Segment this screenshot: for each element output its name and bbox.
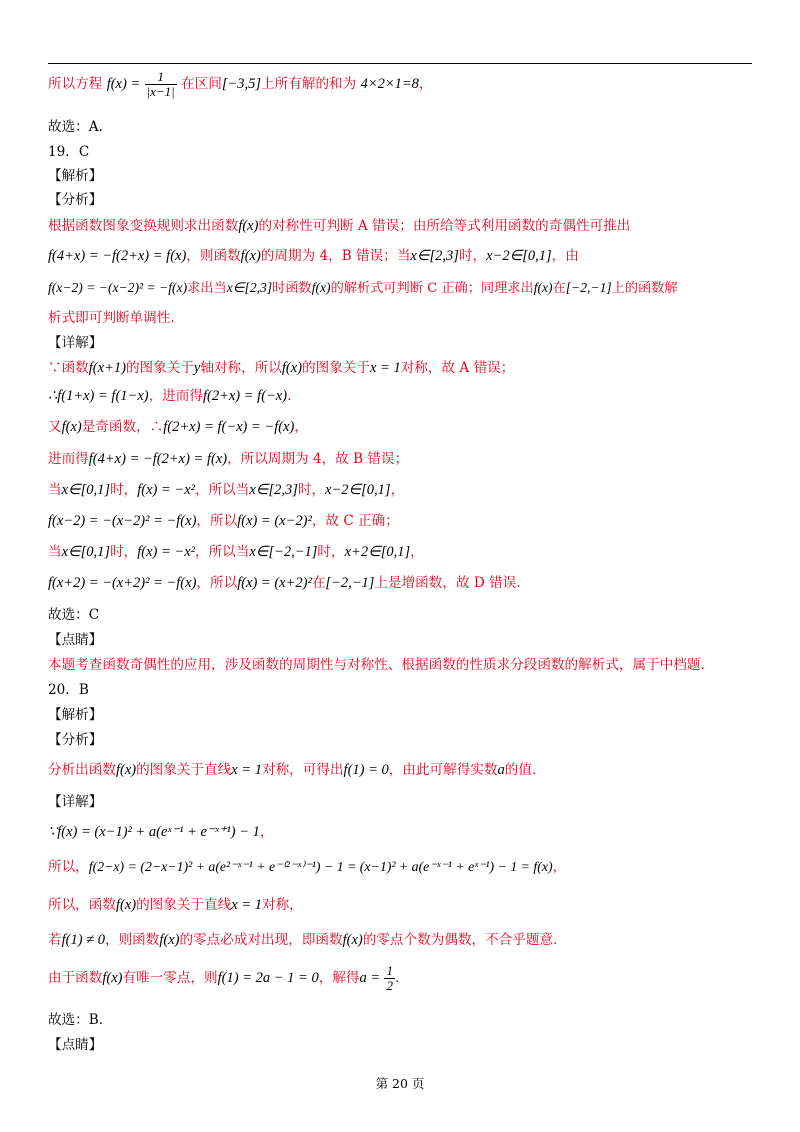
detail-line: 若f(1) ≠ 0，则函数f(x)的零点必成对出现，即函数f(x)的零点个数为偶数，不合乎题意. bbox=[48, 932, 558, 948]
detail-line: 由于函数f(x)有唯一零点，则f(1) = 2a − 1 = 0，解得a = $\frac{1}{2}$ . bbox=[48, 963, 400, 993]
detail-line: 所以，f(2−x) = (2−x−1)² + a(e²⁻ˣ⁻¹ + e⁻⁽²⁻ˣ⁾⁻¹) − 1 = (x−1)² + a(e⁻ˣ⁻¹ + eˣ⁻¹) − 1 = f(x)， bbox=[48, 859, 567, 875]
header-rule bbox=[48, 63, 752, 64]
analysis-line: f(4+x) = −f(2+x) = f(x)，则函数f(x)的周期为 4，B 错误；当x∈[2,3]时，x−2∈[0,1]，由 bbox=[48, 248, 579, 264]
detail-line: 当x∈[0,1]时，f(x) = −x²，所以当x∈[−2,−1]时，x+2∈[0,1]， bbox=[48, 544, 424, 560]
analysis-line: 根据函数图象变换规则求出函数f(x)的对称性可判断 A 错误；由所给等式利用函数的奇偶性可推出 bbox=[48, 218, 631, 234]
section-heading: 【点睛】 bbox=[48, 632, 103, 648]
section-heading: 【点睛】 bbox=[48, 1037, 103, 1053]
detail-line: ∴f(1+x) = f(1−x)，进而得f(2+x) = f(−x). bbox=[48, 388, 292, 404]
detail-line: 当x∈[0,1]时，f(x) = −x²，所以当x∈[2,3]时，x−2∈[0,1]， bbox=[48, 482, 405, 498]
question-number: 19．C bbox=[48, 144, 90, 160]
answer-line: 故选：B. bbox=[48, 1012, 104, 1028]
analysis-line: 析式即可判断单调性. bbox=[48, 310, 175, 326]
detail-line: 进而得f(4+x) = −f(2+x) = f(x)，所以周期为 4，故 B 错误； bbox=[48, 451, 409, 467]
section-heading: 【解析】 bbox=[48, 707, 103, 723]
answer-line: 故选：A. bbox=[48, 119, 103, 135]
detail-line: 又f(x)是奇函数，∴f(2+x) = f(−x) = −f(x)， bbox=[48, 419, 308, 435]
page-number: 第 20 页 bbox=[375, 1076, 425, 1091]
line-solution-sum: 所以方程 f(x) = $\frac{1}{|x-1|}$ 在区间[−3,5]上所有解的和为 4×2×1=8， bbox=[48, 69, 433, 99]
fraction: $\frac{1}{|x-1|}$ bbox=[146, 69, 175, 99]
answer-line: 故选：C bbox=[48, 607, 100, 623]
section-heading: 【分析】 bbox=[48, 732, 103, 748]
detail-line: f(x−2) = −(x−2)² = −f(x)，所以f(x) = (x−2)²，故 C 正确； bbox=[48, 513, 399, 529]
detail-line: ∵f(x) = (x−1)² + a(eˣ⁻¹ + e⁻ˣ⁺¹) − 1， bbox=[48, 824, 274, 840]
section-heading: 【解析】 bbox=[48, 168, 103, 184]
fraction: $\frac{1}{2}$ bbox=[386, 963, 393, 993]
detail-line: ∵函数f(x+1)的图象关于y轴对称，所以f(x)的图象关于x = 1对称，故 A 错误； bbox=[48, 360, 515, 376]
question-number: 20．B bbox=[48, 682, 89, 698]
analysis-line: f(x−2) = −(x−2)² = −f(x)求出当x∈[2,3]时函数f(x)的解析式可判断 C 正确；同理求出f(x)在[−2,−1]上的函数解 bbox=[48, 280, 678, 296]
section-heading: 【详解】 bbox=[48, 794, 103, 810]
section-heading: 【详解】 bbox=[48, 335, 103, 351]
analysis-line: 分析出函数f(x)的图象关于直线x = 1对称，可得出f(1) = 0，由此可解得实数a的值. bbox=[48, 762, 537, 778]
comment-line: 本题考查函数奇偶性的应用，涉及函数的周期性与对称性、根据函数的性质求分段函数的解析式，属于中档题. bbox=[48, 657, 705, 673]
detail-line: 所以，函数f(x)的图象关于直线x = 1对称， bbox=[48, 897, 303, 913]
detail-line: f(x+2) = −(x+2)² = −f(x)，所以f(x) = (x+2)²在[−2,−1]上是增函数，故 D 错误. bbox=[48, 575, 521, 591]
section-heading: 【分析】 bbox=[48, 192, 103, 208]
